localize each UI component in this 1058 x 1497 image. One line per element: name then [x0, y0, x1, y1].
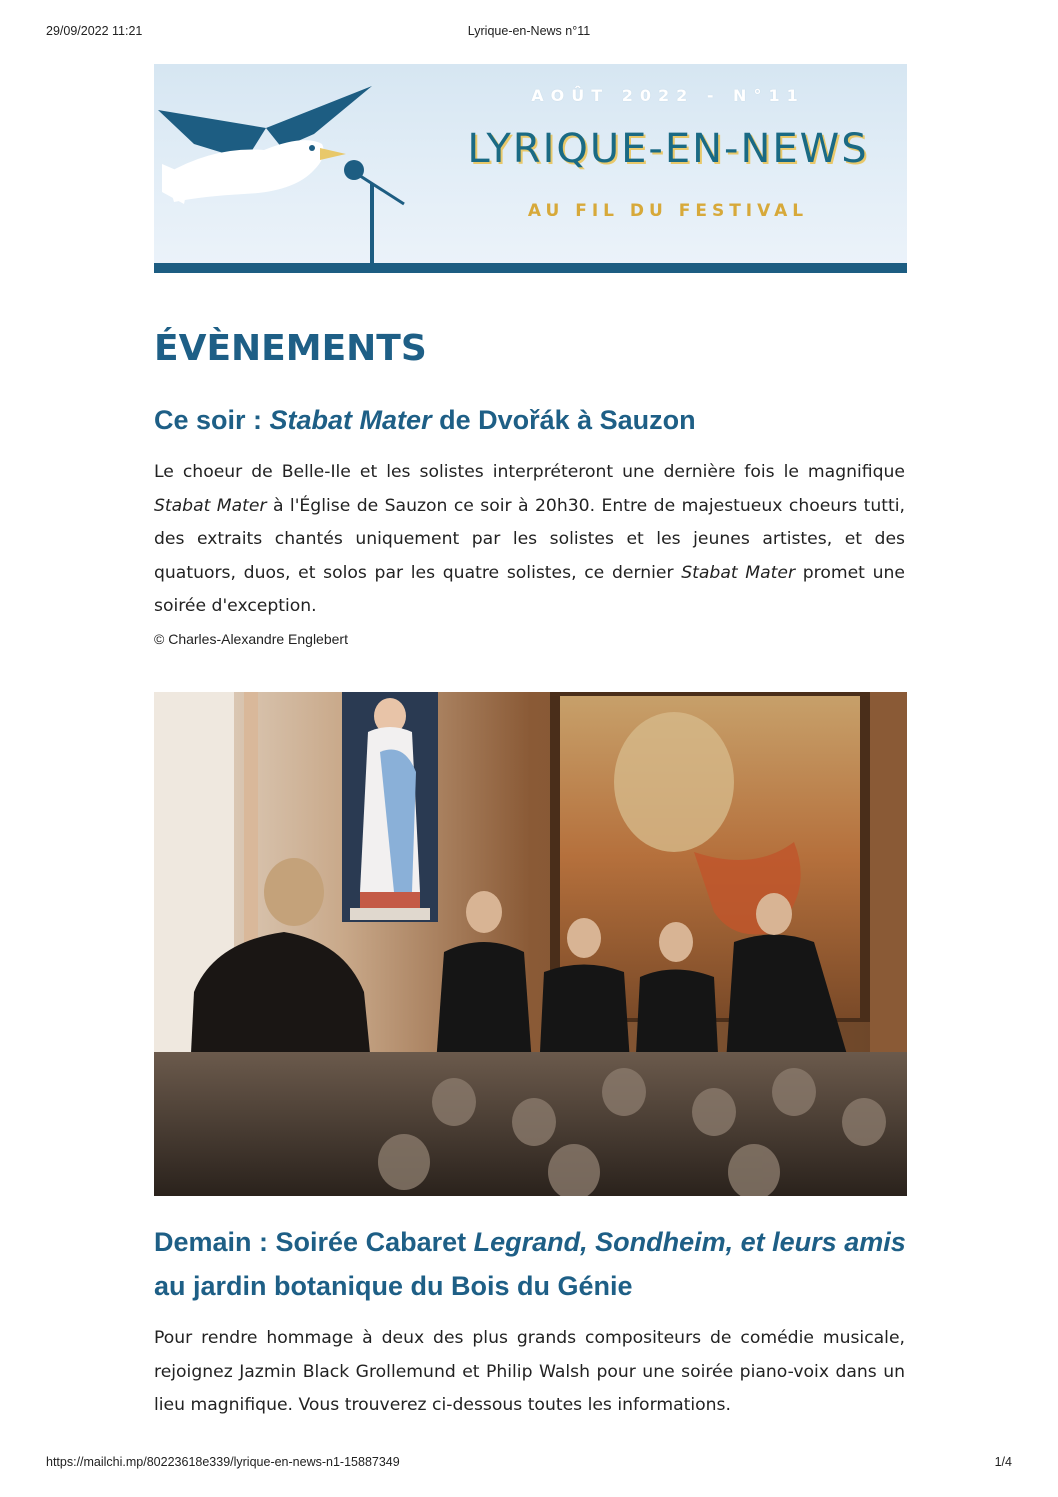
issue-date: AOÛT 2022 - N°11: [531, 86, 805, 105]
newsletter-banner: [154, 64, 907, 273]
event-heading-tomorrow: Demain : Soirée Cabaret Legrand, Sondheim, et leurs amis au jardin botanique du Bois du Génie: [154, 1227, 906, 1301]
banner-divider: [154, 263, 907, 273]
photo-credit: © Charles-Alexandre Englebert: [154, 631, 348, 647]
print-title: Lyrique-en-News n°11: [467, 24, 591, 38]
newsletter-title: LYRIQUE-EN-NEWS: [467, 126, 869, 172]
print-datetime: 29/09/2022 11:21: [46, 24, 143, 38]
concert-photo: [154, 692, 907, 1196]
page-url[interactable]: https://mailchi.mp/80223618e339/lyrique-en-news-n1-15887349: [46, 1455, 400, 1469]
newsletter-subtitle: AU FIL DU FESTIVAL: [527, 201, 809, 221]
section-title: ÉVÈNEMENTS: [154, 328, 427, 369]
event-paragraph-tomorrow: Pour rendre hommage à deux des plus grands compositeurs de comédie musicale, rejoignez Jazmin Black Grollemund et Philip Walsh pour une soirée piano-voix dans un lieu magnifique. Vous trouverez ci-dessous toutes les informations.: [154, 1328, 905, 1415]
page-number: 1/4: [994, 1455, 1012, 1469]
event-heading-tonight: Ce soir : Stabat Mater de Dvořák à Sauzon: [154, 405, 696, 435]
bird-microphone-logo: [154, 64, 434, 273]
event-paragraph-tonight: Le choeur de Belle-Ile et les solistes interpréteront une dernière fois le magnifique Stabat Mater à l'Église de Sauzon ce soir à 20h30. Entre de majestueux choeurs tutti, des extraits chantés uniquement par les solistes et les jeunes artistes, et des quatuors, duos, et solos par les quatre solistes, ce dernier Stabat Mater promet une soirée d'exception.: [154, 462, 905, 616]
